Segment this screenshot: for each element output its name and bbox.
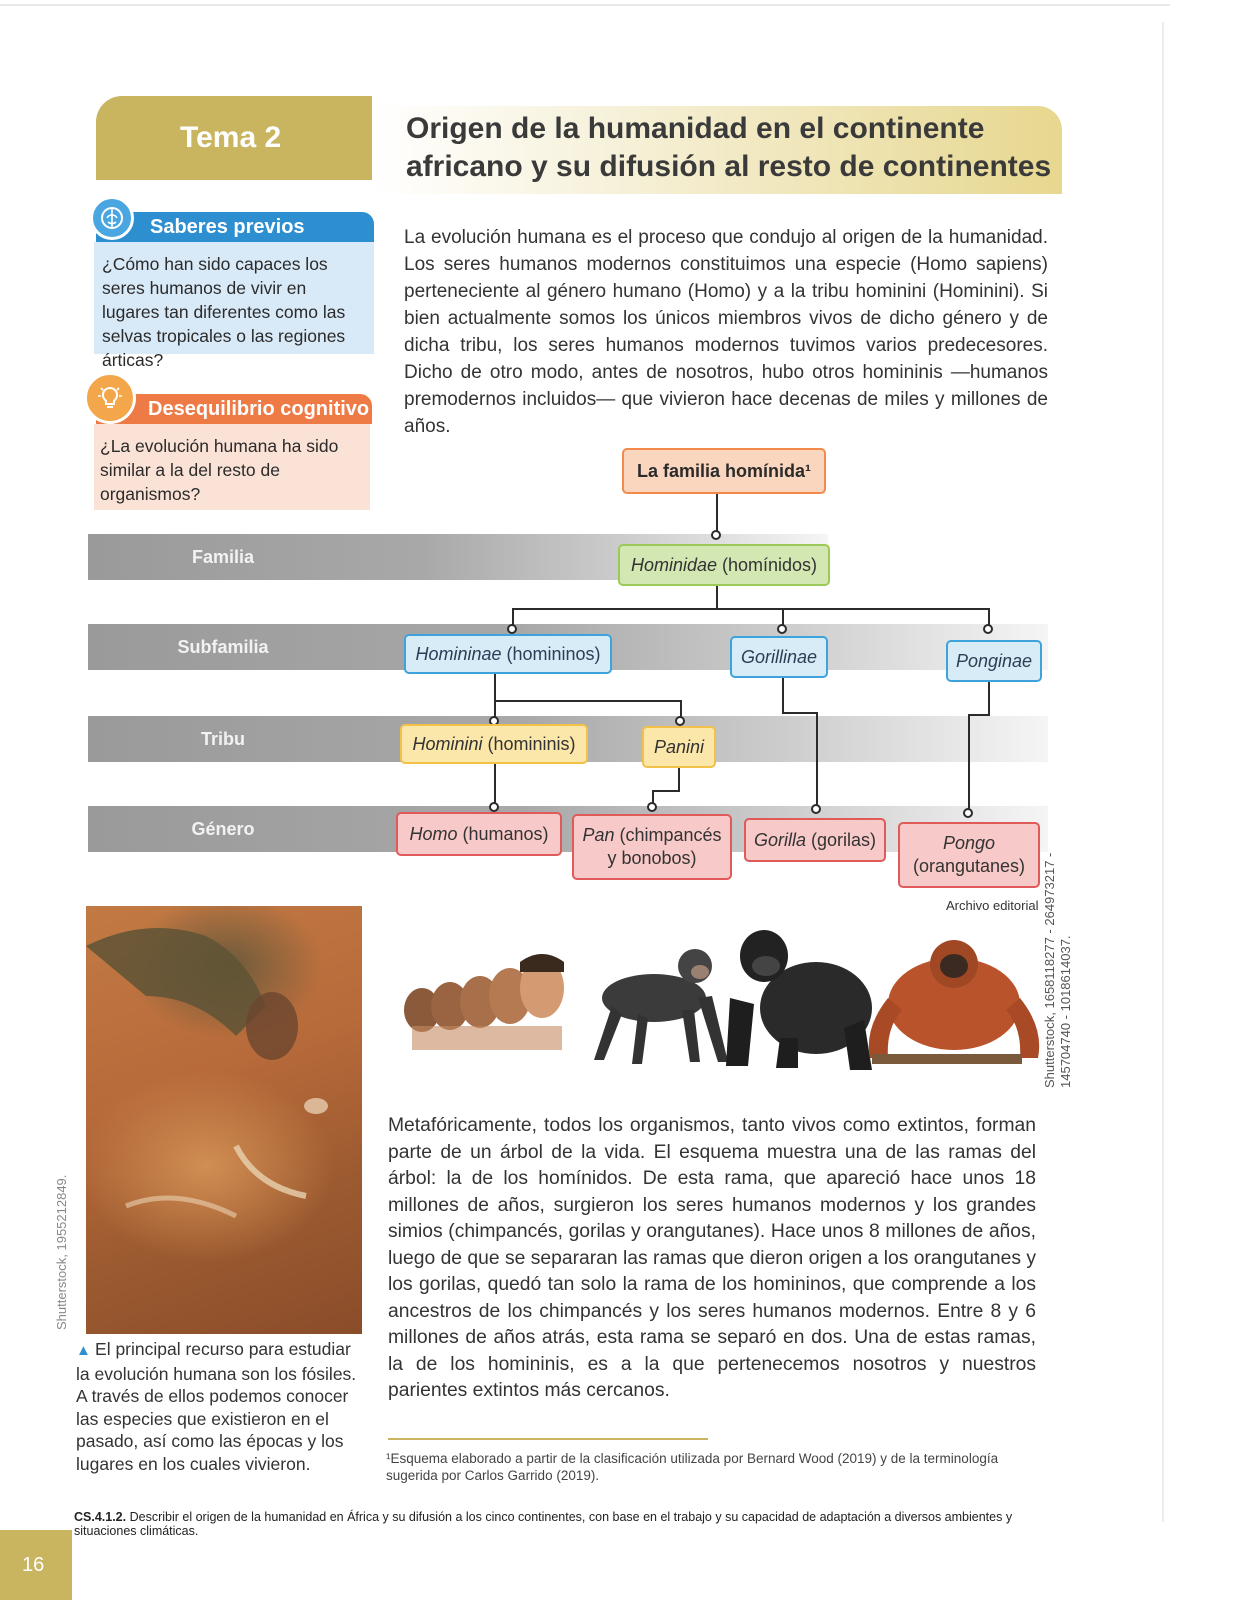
subfamilia-italic: Ponginae <box>955 650 1033 671</box>
familia-italic: Hominidae <box>630 554 717 575</box>
body-paragraph: Metafóricamente, todos los organismos, tanto vivos como extintos, forman parte de un árbol de la vida. El esquema muestra una de las ramas del árbol: la de los homínidos. De esta rama, que apareció hace unos 18 millones de años, surgieron los seres humanos modernos y los grandes simios (chimpancés, gorilas y orangutanes). Hace unos 8 millones de años, luego de que se separaran las ramas que dieron origen a los orangutanes y los gorilas, quedó tan solo la rama de los homininos, que comprende a los ancestros de los chimpancés y los seres humanos modernos. Entre 8 y 6 millones de años atrás, esta rama se separó en dos. Una de estas ramas, la de los homininis, es a la que pertenecemos nosotros y nuestros parientes extintos más cercanos. <box>388 1115 1036 1401</box>
rank-label-subfamilia: Subfamilia <box>177 637 269 657</box>
fossil-excavation-photo <box>86 906 362 1334</box>
brain-icon <box>90 196 134 240</box>
connector <box>968 714 990 716</box>
connector <box>716 586 718 610</box>
connector-dot <box>777 624 787 634</box>
genero-italic: Pan <box>582 825 615 845</box>
connector-dot <box>507 624 517 634</box>
chimpanzee-image <box>594 949 728 1064</box>
curriculum-standard <box>74 1510 1074 1538</box>
subfamilia-rest: (homininos) <box>501 643 601 664</box>
subfamilia-italic: Gorillinae <box>740 646 818 667</box>
genero-box-homo <box>396 812 562 856</box>
genero-rest: (orangutanes) <box>912 856 1026 876</box>
connector-dot <box>675 716 685 726</box>
diagram-credit: Archivo editorial <box>946 898 1039 913</box>
page-title <box>406 110 1056 186</box>
connector-dot <box>711 530 721 540</box>
connector-dot <box>811 804 821 814</box>
connector <box>968 714 970 812</box>
images-credit-1: Shutterstock, 1658118277 - 264973217 - <box>1042 852 1057 1088</box>
connector <box>678 766 680 792</box>
genero-italic: Homo <box>409 823 458 844</box>
genero-box-pan <box>572 814 732 880</box>
subfamilia-box-homininae <box>404 634 612 674</box>
title-line-2: africano y su difusión al resto de continentes <box>406 150 1052 183</box>
genero-rest: (humanos) <box>457 823 549 844</box>
tribu-box-panini <box>642 726 716 768</box>
connector-dot <box>983 624 993 634</box>
images-credit-2: 145704740 - 1018614037. <box>1058 935 1073 1088</box>
caption-text: El principal recurso para estudiar la evolución humana son los fósiles. A través de ellos podemos conocer las especies que existieron en el pasado, así como las épocas y los lugares en los cuales vivieron. <box>76 1339 357 1474</box>
tribu-italic: Panini <box>653 736 705 757</box>
saberes-heading: Saberes previos <box>96 212 374 242</box>
connector <box>782 712 818 714</box>
rank-label-genero: Género <box>191 819 255 839</box>
saberes-text: ¿Cómo han sido capaces los seres humanos de vivir en lugares tan diferentes como las selvas tropicales o las regiones árticas? <box>94 242 374 354</box>
familia-box <box>618 544 830 586</box>
tribu-rest: (homininis) <box>482 733 576 754</box>
desequilibrio-text: ¿La evolución humana ha sido similar a la del resto de organismos? <box>94 424 370 510</box>
genero-box-gorilla <box>744 818 886 862</box>
triangle-icon: ▲ <box>76 1342 96 1359</box>
lightbulb-icon <box>84 372 136 424</box>
connector-dot <box>647 802 657 812</box>
tribu-italic: Hominini <box>412 733 483 754</box>
connector-dot <box>489 802 499 812</box>
tribu-box-hominini <box>400 724 588 764</box>
photo-caption <box>76 1338 366 1475</box>
rank-label-tribu: Tribu <box>201 729 245 749</box>
footnote: ¹Esquema elaborado a partir de la clasificación utilizada por Bernard Wood (2019) y de la terminología sugerida por Carlos Garrido (2019). <box>386 1451 999 1483</box>
hominid-illustrations <box>392 918 1052 1088</box>
human-evolution-heads-image <box>404 954 564 1050</box>
connector <box>816 712 818 806</box>
orangutan-image <box>869 940 1039 1064</box>
photo-credit: Shutterstock, 1955212849. <box>54 1174 69 1330</box>
subfamilia-italic: Homininae <box>415 643 502 664</box>
intro-paragraph: La evolución humana es el proceso que condujo al origen de la humanidad. Los seres humanos modernos constituimos una especie (Homo sapiens) perteneciente al género humano (Homo) y a la tribu hominini (Hominini). Si bien actualmente somos los únicos miembros vivos de dicho género y de dicha tribu, los seres humanos modernos tuvimos varios predecesores. Dicho de otro modo, antes de nosotros, hubo otros homininis —humanos premodernos incluidos— que vivieron hace decenas de miles y millones de años. <box>404 227 1048 437</box>
genero-rest: (chimpancés y bonobos) <box>607 825 722 868</box>
subfamilia-box-ponginae <box>946 640 1042 682</box>
desequilibrio-heading: Desequilibrio cognitivo <box>96 394 372 424</box>
title-line-1: Origen de la humanidad en el continente <box>406 112 985 145</box>
cs-code: CS.4.1.2. <box>74 1510 127 1524</box>
footnote-rule <box>388 1438 708 1440</box>
tema-label: Tema 2 <box>96 96 372 180</box>
connector <box>988 682 990 716</box>
familia-rest: (homínidos) <box>717 554 818 575</box>
connector <box>512 608 990 610</box>
genero-rest: (gorilas) <box>806 829 877 850</box>
genero-box-pongo <box>898 822 1040 888</box>
cs-text: Describir el origen de la humanidad en África y su difusión a los cinco continentes, con base en el trabajo y su capacidad de adaptación a diversos ambientes y situaciones climáticas. <box>74 1510 1013 1538</box>
root-box: La familia homínida¹ <box>622 448 826 494</box>
top-rule <box>0 4 1170 6</box>
excavation-photo-detail <box>86 906 362 1334</box>
connector <box>494 674 496 722</box>
subfamilia-box-gorillinae <box>730 636 828 678</box>
right-rule <box>1162 22 1164 1522</box>
connector-dot <box>963 808 973 818</box>
rank-label-familia: Familia <box>191 547 255 567</box>
genero-italic: Pongo <box>942 833 996 853</box>
page-number: 16 <box>0 1530 72 1600</box>
connector <box>782 678 784 714</box>
connector <box>494 700 682 702</box>
connector <box>652 790 680 792</box>
genero-italic: Gorilla <box>753 829 806 850</box>
gorilla-image <box>726 930 872 1070</box>
